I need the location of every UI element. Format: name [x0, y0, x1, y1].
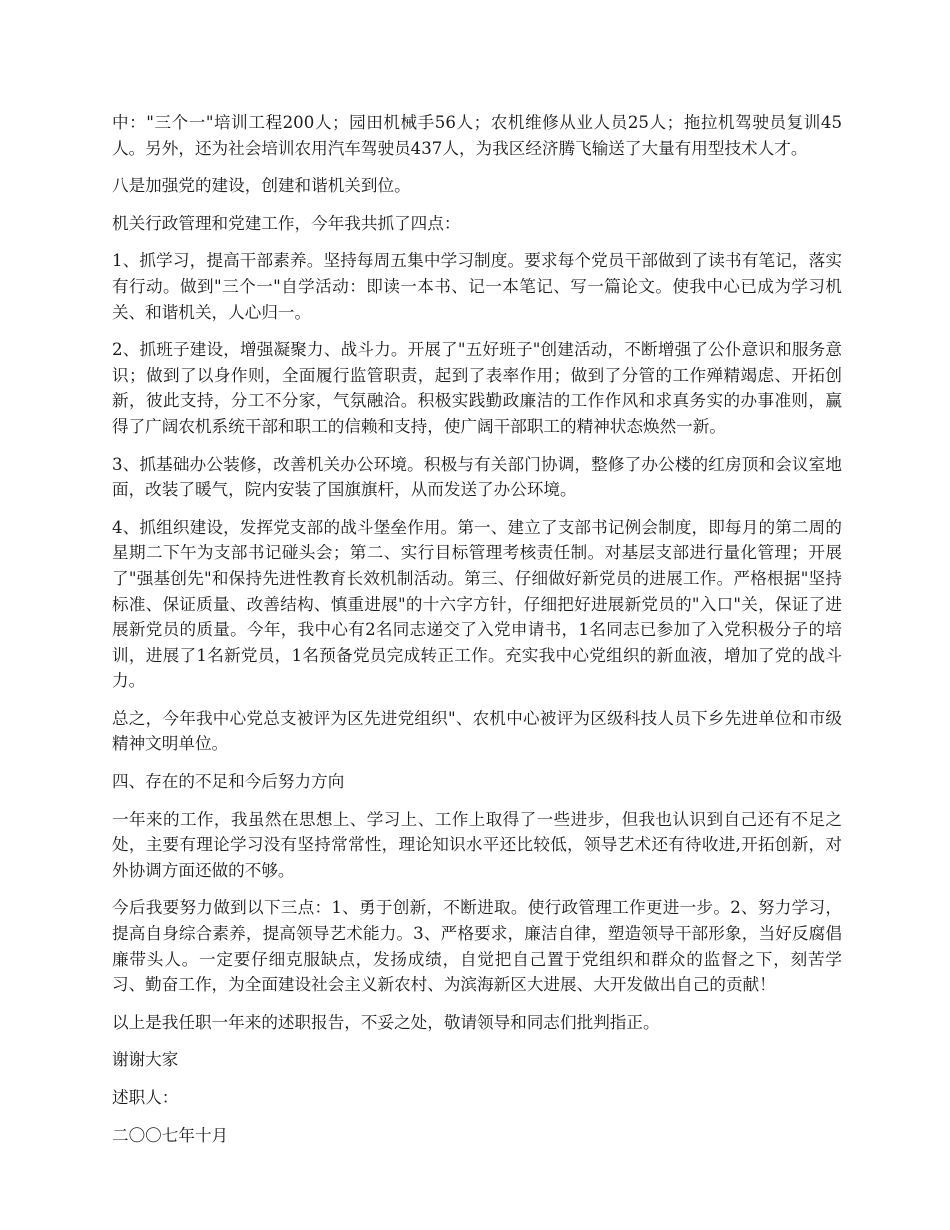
paragraph-point-1-study: 1、抓学习，提高干部素养。坚持每周五集中学习制度。要求每个党员干部做到了读书有笔记，落实有行动。做到"三个一"自学活动：即读一本书、记一本笔记、写一篇论文。使我中心已成为学习机关、和谐机关，人心归一。 [112, 251, 842, 322]
paragraph-point-3-office: 3、抓基础办公装修，改善机关办公环境。积极与有关部门协调，整修了办公楼的红房顶和会议室地面，改装了暖气，院内安装了国旗旗杆，从而发送了办公环境。 [112, 454, 842, 500]
paragraph-point-2-leadership: 2、抓班子建设，增强凝聚力、战斗力。开展了"五好班子"创建活动，不断增强了公仆意识和服务意识；做到了以身作则，全面履行监管职责，起到了表率作用；做到了分管的工作殚精竭虑、开拓创新，彼此支持，分工不分家，气氛融洽。积极实践勤政廉洁的工作作风和求真务实的办事准则，赢得了广阔农机系统干部和职工的信赖和支持，使广阔干部职工的精神状态焕然一新。 [112, 340, 842, 436]
paragraph-future-plans: 今后我要努力做到以下三点：1、勇于创新，不断进取。使行政管理工作更进一步。2、努力学习，提高自身综合素养，提高领导艺术能力。3、严格要求，廉洁自律，塑造领导干部形象，当好反腐倡廉带头人。一定要仔细克服缺点，发扬成绩，自觉把自己置于党组织和群众的监督之下，刻苦学习、勤奋工作，为全面建设社会主义新农村、为滨海新区大进展、大开发做出自己的贡献！ [112, 898, 842, 995]
paragraph-party-building-heading: 八是加强党的建设，创建和谐机关到位。 [112, 176, 411, 196]
paragraph-training-stats: 中："三个一"培训工程200人；园田机械手56人；农机维修从业人员25人；拖拉机驾驶员复训45人。另外，还为社会培训农用汽车驾驶员437人，为我区经济腾飞输送了大量有用型技术人才。 [112, 113, 842, 158]
paragraph-shortcomings: 一年来的工作，我虽然在思想上、学习上、工作上取得了一些进步，但我也认识到自己还有不足之处，主要有理论学习没有坚持常常性，理论知识水平还比较低，领导艺术还有待收进,开拓创新，对外协调方面还做的不够。 [112, 809, 842, 880]
document-date: 二〇〇七年十月 [112, 1125, 229, 1145]
paragraph-point-4-organization: 4、抓组织建设，发挥党支部的战斗堡垒作用。第一、建立了支部书记例会制度，即每月的第二周的星期二下午为支部书记碰头会；第二、实行目标管理考核责任制。对基层支部进行量化管理；开展了"强基创先"和保持先进性教育长效机制活动。第三、仔细做好新党员的进展工作。严格根据"坚持标准、保证质量、改善结构、慎重进展"的十六字方针，仔细把好进展新党员的"入口"关，保证了进展新党员的质量。今年，我中心有2名同志递交了入党申请书，1名同志已参加了入党积极分子的培训，进展了1名新党员，1名预备党员完成转正工作。充实我中心党组织的新血液，增加了党的战斗力。 [112, 517, 842, 691]
paragraph-summary: 总之，今年我中心党总支被评为区先进党组织"、农机中心被评为区级科技人员下乡先进单位和市级精神文明单位。 [112, 708, 842, 754]
signature-line: 述职人： [112, 1088, 179, 1107]
document-body [112, 110, 842, 1160]
paragraph-four-points-intro: 机关行政管理和党建工作，今年我共抓了四点： [112, 213, 461, 233]
paragraph-closing: 以上是我任职一年来的述职报告，不妥之处，敬请领导和同志们批判指正。 [112, 1012, 660, 1032]
section-heading-shortcomings: 四、存在的不足和今后努力方向 [112, 772, 345, 792]
paragraph-thanks: 谢谢大家 [112, 1050, 179, 1070]
